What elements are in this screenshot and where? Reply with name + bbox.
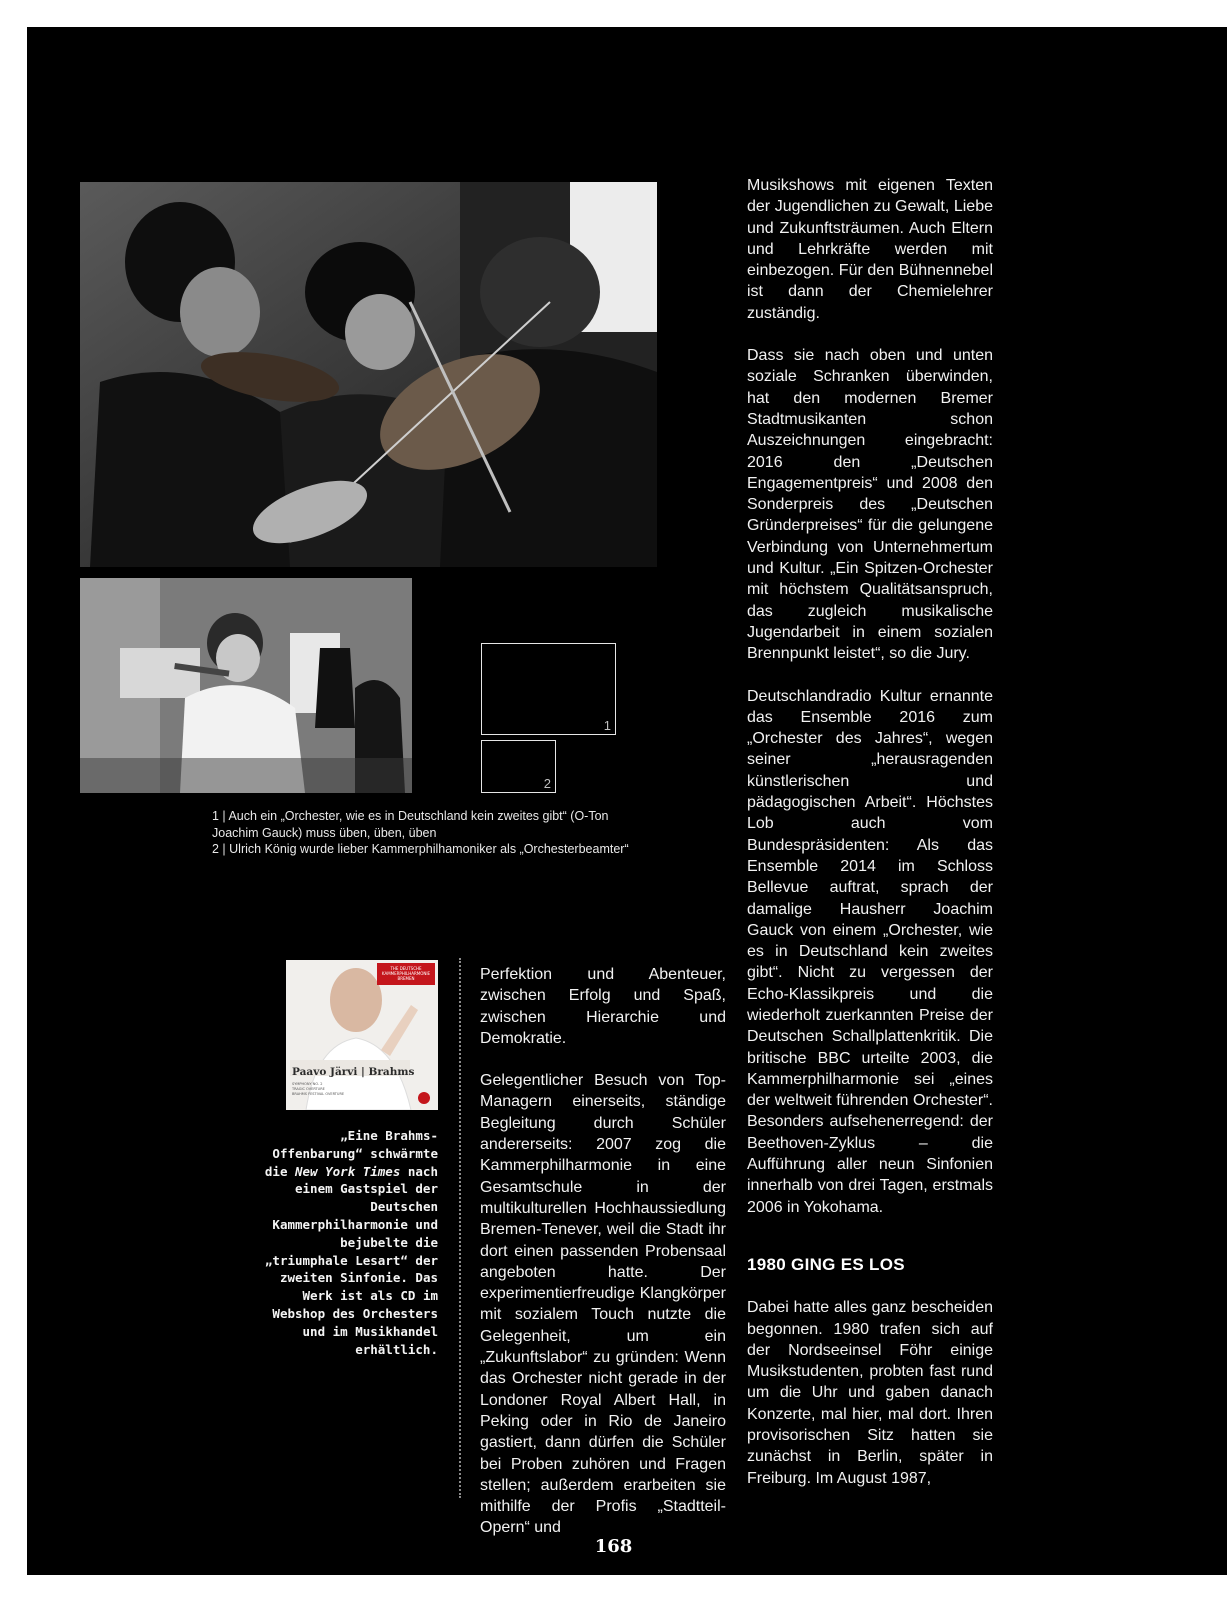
photo-legend-box-1 xyxy=(481,643,616,735)
photo-violinists xyxy=(80,182,657,567)
caption-line: 2 | Ulrich König wurde lieber Kammerphilhamoniker als „Orchesterbeamter“ xyxy=(212,842,629,856)
cd-label-logo-icon xyxy=(418,1092,430,1104)
newspaper-name: New York Times xyxy=(295,1163,401,1179)
paragraph: Perfektion und Abenteuer, zwischen Erfolg und Spaß, zwischen Hierarchie und Demokratie. xyxy=(480,966,726,1047)
photo-captions xyxy=(212,808,702,858)
legend-number-1: 1 xyxy=(603,718,611,733)
middle-column xyxy=(480,964,726,1539)
column-divider xyxy=(459,958,461,1498)
cd-cover-image xyxy=(286,960,438,1110)
paragraph: Musikshows mit eigenen Texten der Jugendlichen zu Gewalt, Liebe und Zukunftsträumen. Auch Eltern und Lehrkräfte werden mit einbezogen. Für den Bühnennebel ist dann der Chemielehrer zuständig. xyxy=(747,177,993,322)
cd-title: Paavo Järvi | Brahms xyxy=(292,1066,415,1078)
page-number: 168 xyxy=(594,1536,633,1557)
section-heading: 1980 GING ES LOS xyxy=(747,1254,905,1274)
cd-label-badge: THE DEUTSCHE KAMMERPHILHARMONIE BREMEN xyxy=(377,963,435,985)
legend-number-2: 2 xyxy=(543,776,551,791)
right-column xyxy=(747,175,993,1489)
cd-quote-text: „Eine Brahms-Offenbarung“ schwärmte die New York Times nach einem Gastspiel der Deutschen Kammerphilharmonie und bejubelte die „triumphale Lesart“ der zweiten Sinfonie. Das Werk ist als CD im Webshop des Orchesters und im Musikhandel erhältlich. xyxy=(264,1128,438,1357)
paragraph: Deutschlandradio Kultur ernannte das Ensemble 2016 zum „Orchester des Jahres“, wegen seiner „herausragenden künstlerischen und pädagogischen Arbeit“. Höchstes Lob auch vom Bundespräsidenten: Als das Ensemble 2014 im Schloss Bellevue auftrat, sprach der damalige Hausherr Joachim Gauck von einem „Orchester, wie es in Deutschland kein zweites gibt“. Nicht zu vergessen der Echo-Klassikpreis und die wiederholt zuerkannten Preise der Deutschen Schallplattenkritik. Die britische BBC urteilte 2003, die Kammerphilharmonie sei „eines der weltweit führenden Orchester“. Besonders aufsehenerregend: der Beethoven-Zyklus – die Aufführung aller neun Sinfonien innerhalb von drei Tagen, erstmals 2006 in Yokohama. xyxy=(747,687,993,1216)
caption-line: 1 | Auch ein „Orchester, wie es in Deutschland kein zweites gibt“ (O-Ton xyxy=(212,809,609,823)
photo-piccolo-player xyxy=(80,578,412,793)
photo-legend-box-2 xyxy=(481,740,556,793)
cd-subtitle: SYMPHONY NO. 2 TRAGIC OVERTURE BRAHMS FESTIVAL OVERTURE xyxy=(292,1082,345,1096)
paragraph: Gelegentlicher Besuch von Top-Managern einerseits, ständige Begleitung durch Schüler andererseits: 2007 zog die Kammerphilharmonie in eine Gesamtschule in der multikulturellen Hochhaussiedlung Bremen-Tenever, weil die Stadt ihr dort einen passenden Probensaal angeboten hatte. Der experimentierfreudige Klangkörper mit sozialem Touch nutzte die Gelegenheit, um ein „Zukunftslabor“ zu gründen: Wenn das Orchester nicht gerade in der Londoner Royal Albert Hall, in Peking oder in Rio de Janeiro gastiert, dann dürfen die Schüler bei Proben zuhören und Fragen stellen; außerdem erarbeiten sie mithilfe der Profis „Stadtteil-Opern“ und xyxy=(480,1072,726,1537)
paragraph: Dabei hatte alles ganz bescheiden begonnen. 1980 trafen sich auf der Nordseeinsel Föhr einige Musikstudenten, probten fast rund um die Uhr und gaben danach Konzerte, mal hier, mal dort. Ihren provisorischen Sitz hatten sie zunächst in Berlin, später in Freiburg. Im August 1987, xyxy=(747,1299,993,1487)
caption-line: Joachim Gauck) muss üben, üben, üben xyxy=(212,825,437,840)
paragraph: Dass sie nach oben und unten soziale Schranken überwinden, hat den modernen Bremer Stadtmusikanten schon Auszeichnungen eingebracht: 2016 den „Deutschen Engagementpreis“ und 2008 den Sonderpreis des „Deutschen Gründerpreises“ für die gelungene Verbindung von Unternehmertum und Kultur. „Ein Spitzen-Orchester mit höchstem Qualitätsanspruch, das zugleich musikalische Jugendarbeit in einem sozialen Brennpunkt leistet“, so die Jury. xyxy=(747,347,993,663)
